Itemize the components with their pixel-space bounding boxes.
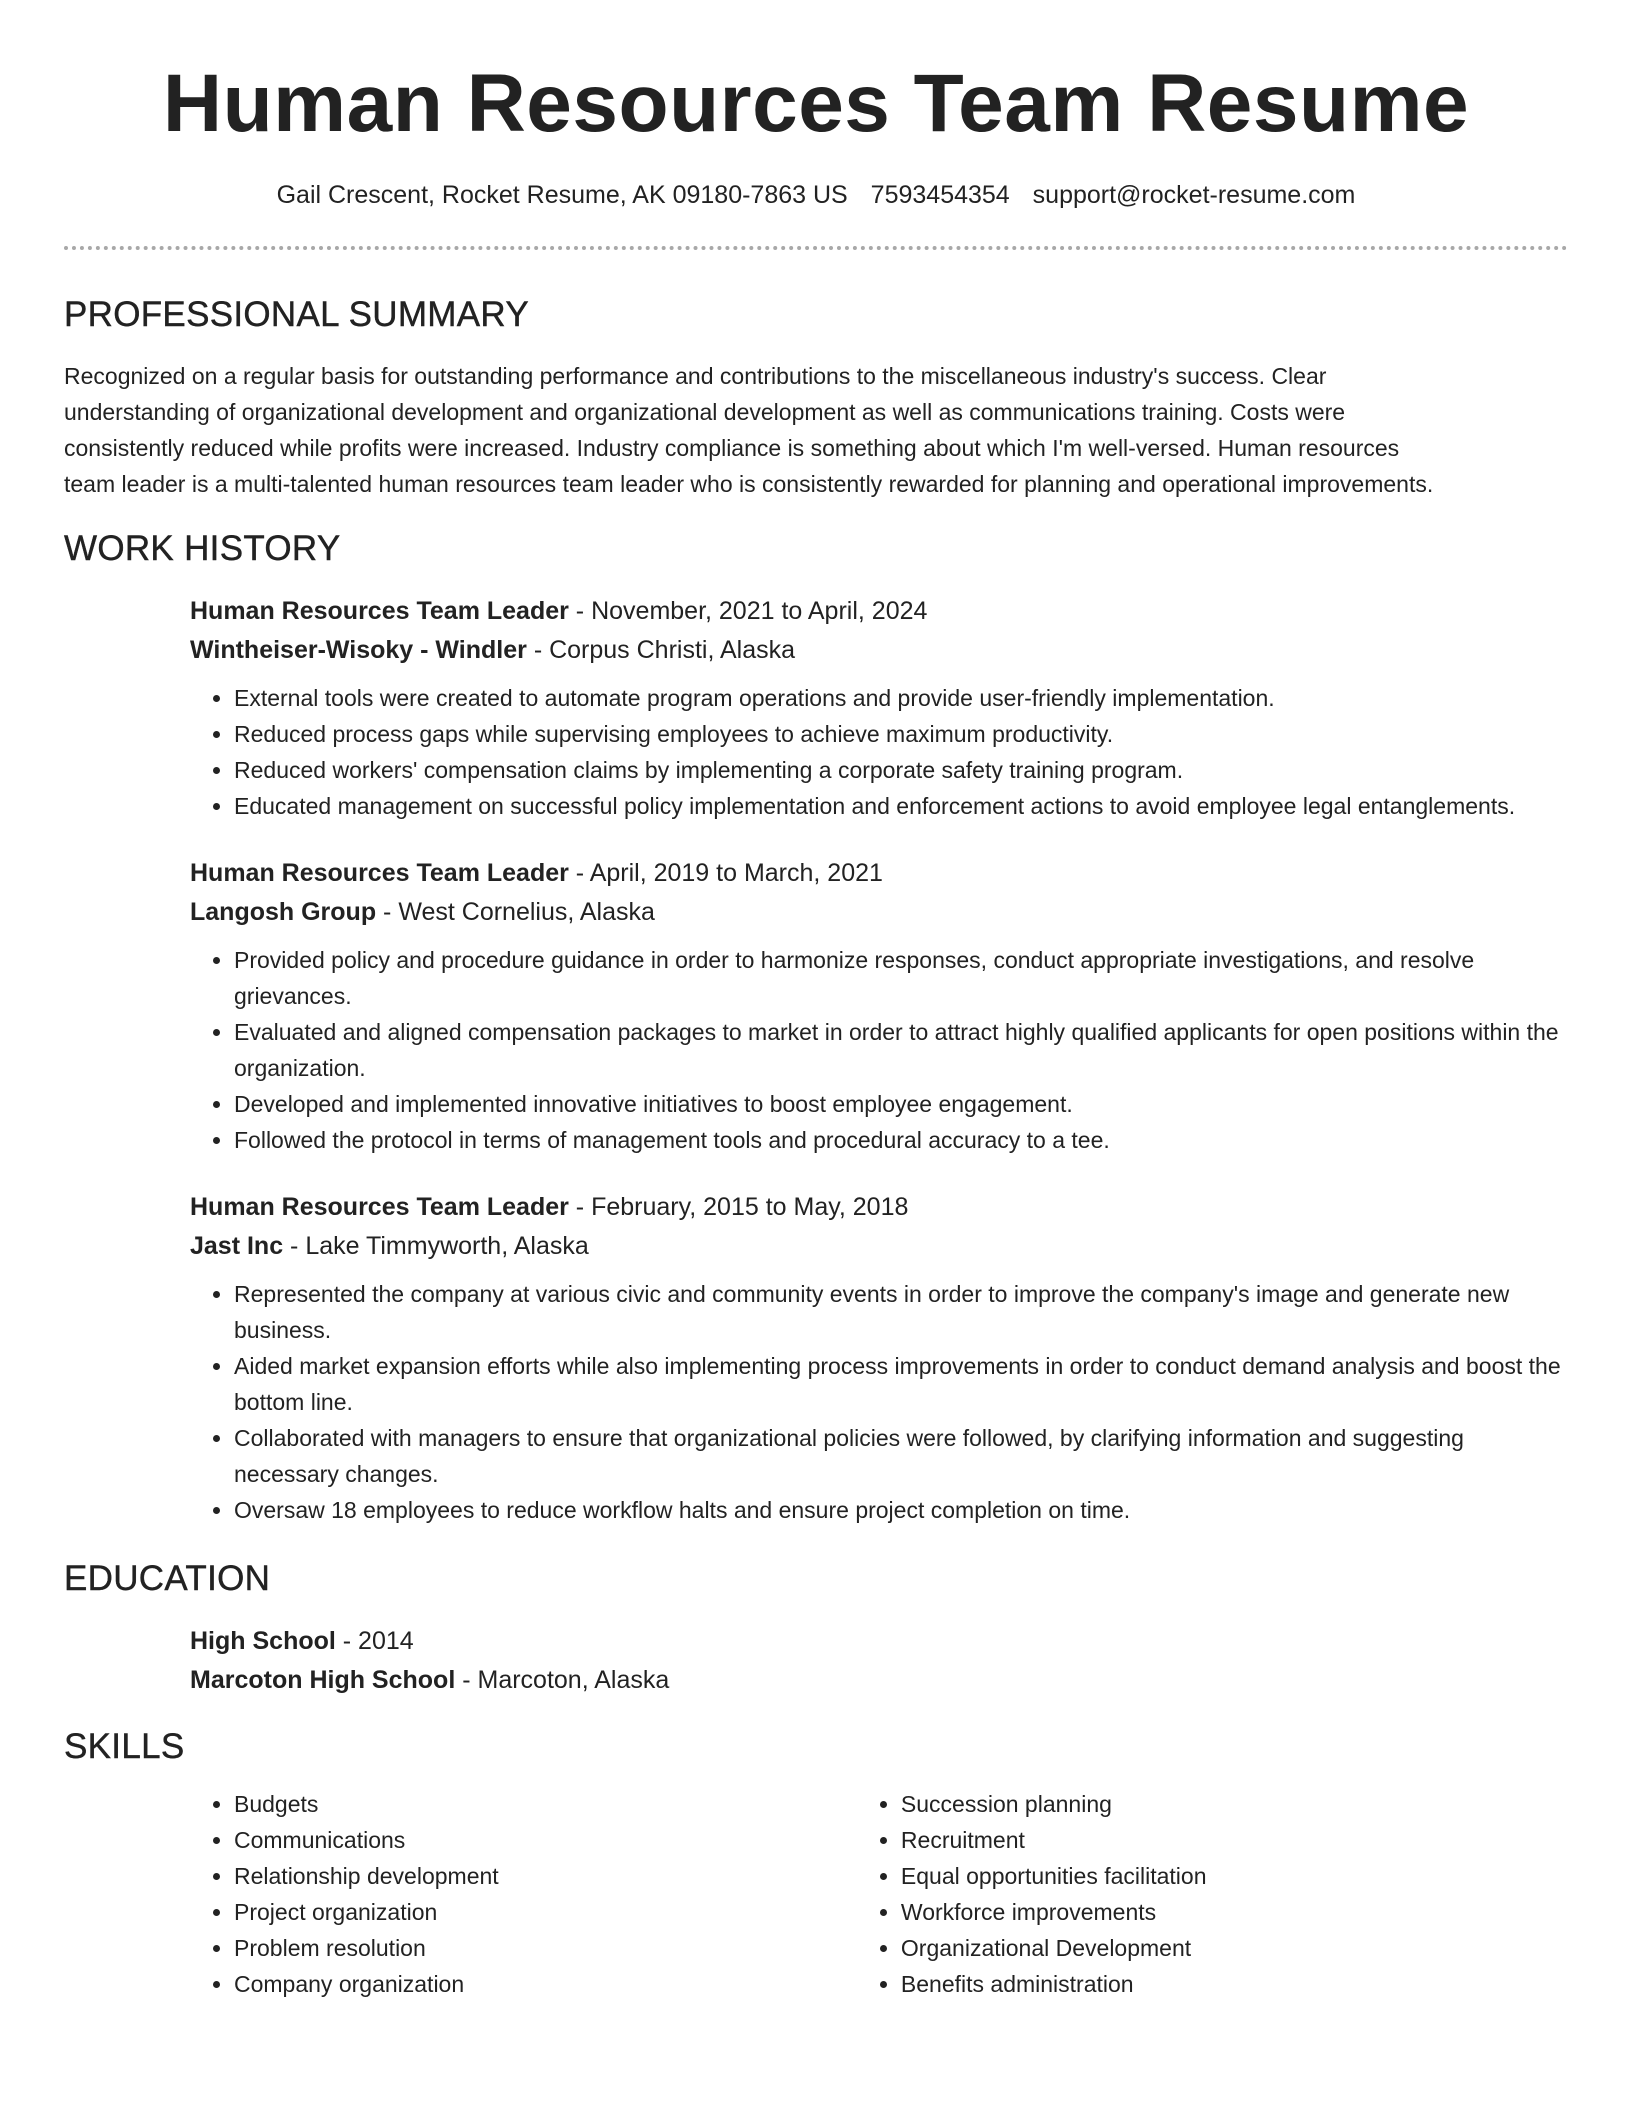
job-dates: - February, 2015 to May, 2018 (568, 1193, 909, 1221)
skill-item: • Relationship development (234, 1858, 857, 1894)
contact-line (64, 180, 1568, 210)
job-title: Human Resources Team Leader (190, 1193, 569, 1221)
job-company-line (190, 1227, 1568, 1266)
job-bullet: • Reduced workers' compensation claims by implementing a corporate safety training program. (234, 752, 1568, 788)
education-degree-line (190, 1622, 1568, 1661)
job-bullet: • Educated management on successful policy implementation and enforcement actions to avoid employee legal entanglements. (234, 788, 1568, 824)
job-bullet: • Collaborated with managers to ensure that organizational policies were followed, by clarifying information and suggesting necessary changes. (234, 1420, 1568, 1492)
job-company: Jast Inc (190, 1232, 284, 1260)
job-bullet: • Followed the protocol in terms of management tools and procedural accuracy to a tee. (234, 1122, 1568, 1158)
job-bullet: • External tools were created to automate program operations and provide user-friendly implementation. (234, 680, 1568, 716)
skill-item: • Project organization (234, 1894, 857, 1930)
education-location: - Marcoton, Alaska (455, 1666, 670, 1694)
work-history-list (190, 592, 1568, 1528)
job-bullet: • Oversaw 18 employees to reduce workflow halts and ensure project completion on time. (234, 1492, 1568, 1528)
skills-heading: SKILLS (64, 1727, 185, 1766)
skill-item: • Workforce improvements (901, 1894, 1568, 1930)
job-bullet: • Reduced process gaps while supervising employees to achieve maximum productivity. (234, 716, 1568, 752)
skill-item: • Budgets (234, 1786, 857, 1822)
job-location: - Corpus Christi, Alaska (526, 636, 796, 664)
job-bullet: • Represented the company at various civic and community events in order to improve the company's image and generate new business. (234, 1276, 1568, 1348)
job-bullet: • Aided market expansion efforts while also implementing process improvements in order to conduct demand analysis and boost the bottom line. (234, 1348, 1568, 1420)
skill-item: • Organizational Development (901, 1930, 1568, 1966)
summary-heading: PROFESSIONAL SUMMARY (64, 295, 529, 334)
skill-item: • Succession planning (901, 1786, 1568, 1822)
job-location: - West Cornelius, Alaska (376, 898, 655, 926)
contact-phone: 7593454354 (870, 181, 1010, 209)
skill-item: • Equal opportunities facilitation (901, 1858, 1568, 1894)
job-location: - Lake Timmyworth, Alaska (283, 1232, 589, 1260)
resume-title: Human Resources Team Resume (162, 58, 1470, 149)
job-dates: - November, 2021 to April, 2024 (568, 597, 928, 625)
job-bullets (190, 942, 1568, 1158)
job-title-line (190, 592, 1568, 631)
job-title-line (190, 854, 1568, 893)
education-heading: EDUCATION (64, 1559, 271, 1598)
contact-address: Gail Crescent, Rocket Resume, AK 09180-7863 US (276, 181, 848, 209)
resume-page (64, 0, 1568, 2002)
education-year: - 2014 (335, 1627, 414, 1655)
job-company: Langosh Group (190, 898, 377, 926)
job-company-line (190, 631, 1568, 670)
header-divider (64, 246, 1568, 250)
education-school: Marcoton High School (190, 1666, 456, 1694)
summary-text: Recognized on a regular basis for outstanding performance and contributions to the miscellaneous industry's success. Clear understanding of organizational development and organizational development as well as communications training. Costs were consistently reduced while profits were increased. Industry compliance is something about which I'm well-versed. Human resources team leader is a multi-talented human resources team leader who is consistently rewarded for planning and operational improvements. (64, 363, 1434, 497)
job-bullets (190, 1276, 1568, 1528)
work-history-heading: WORK HISTORY (64, 529, 341, 568)
job-bullet: • Evaluated and aligned compensation packages to market in order to attract highly qualified applicants for open positions within the organization. (234, 1014, 1568, 1086)
job-bullet: • Developed and implemented innovative initiatives to boost employee engagement. (234, 1086, 1568, 1122)
job-bullet: • Provided policy and procedure guidance in order to harmonize responses, conduct appropriate investigations, and resolve grievances. (234, 942, 1568, 1014)
skill-item: • Problem resolution (234, 1930, 857, 1966)
skill-item: • Recruitment (901, 1822, 1568, 1858)
skill-item: • Benefits administration (901, 1966, 1568, 2002)
skills-column-left (190, 1786, 857, 2002)
job-bullets (190, 680, 1568, 824)
education-entry (190, 1622, 1568, 1700)
job-entry (190, 1188, 1568, 1528)
skills-list (190, 1786, 1568, 2002)
job-title: Human Resources Team Leader (190, 597, 569, 625)
job-title-line (190, 1188, 1568, 1227)
job-entry (190, 854, 1568, 1158)
skill-item: • Communications (234, 1822, 857, 1858)
job-title: Human Resources Team Leader (190, 859, 569, 887)
job-company-line (190, 893, 1568, 932)
education-school-line (190, 1661, 1568, 1700)
job-dates: - April, 2019 to March, 2021 (568, 859, 883, 887)
job-entry (190, 592, 1568, 824)
contact-email: support@rocket-resume.com (1032, 181, 1356, 209)
skill-item: • Company organization (234, 1966, 857, 2002)
job-company: Wintheiser-Wisoky - Windler (190, 636, 527, 664)
skills-column-right (857, 1786, 1568, 2002)
education-degree: High School (190, 1627, 336, 1655)
